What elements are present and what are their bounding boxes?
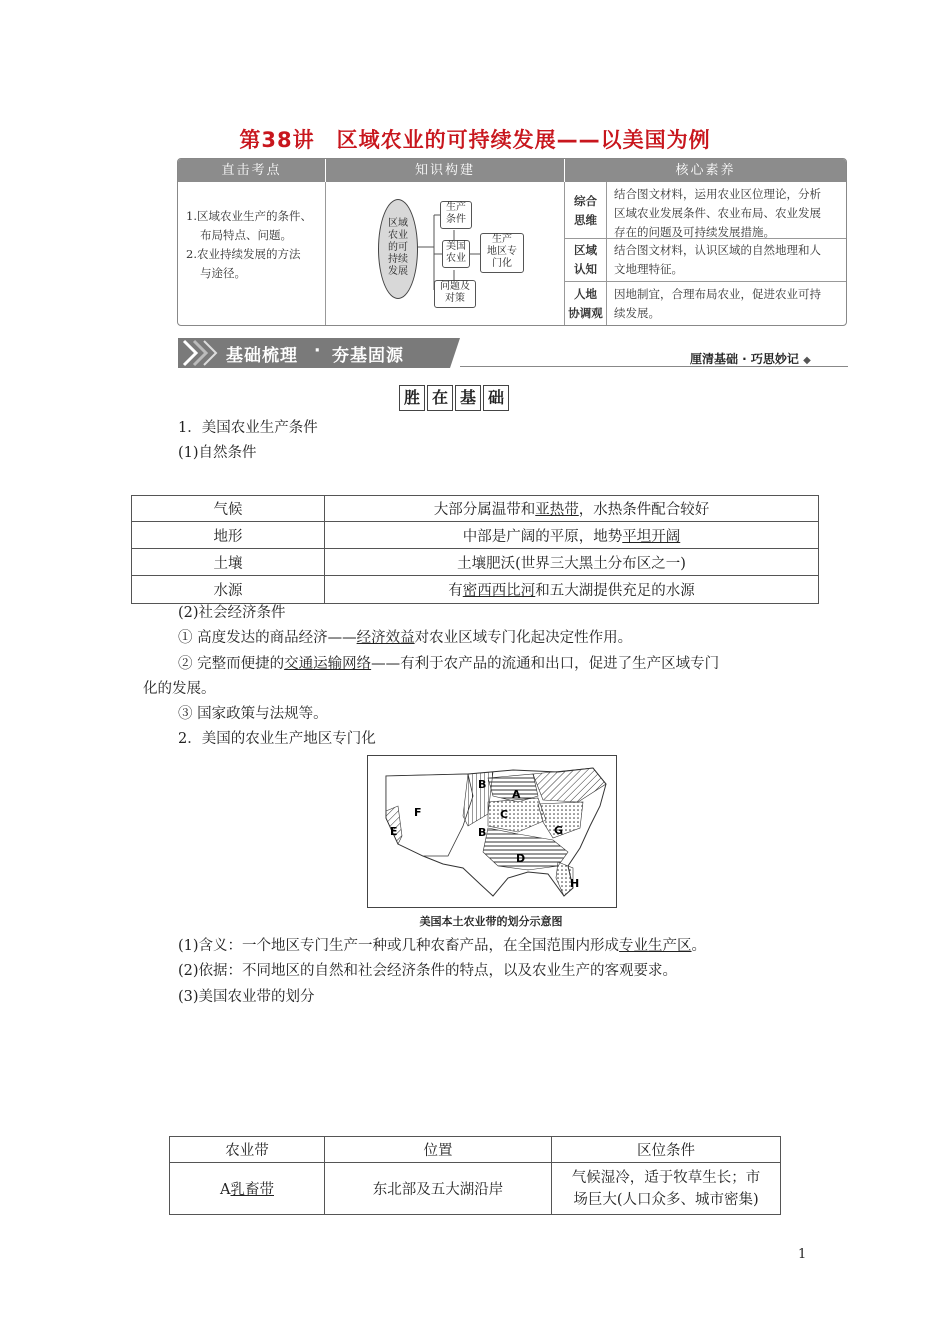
marker-char-1: 胜 <box>399 385 425 411</box>
banner-dot: · <box>314 341 321 361</box>
mindmap-problems: 问题及 对策 <box>434 280 476 308</box>
section1-sub2: (2)社会经济条件 <box>178 605 286 621</box>
marker-char-4: 础 <box>483 385 509 411</box>
natural-conditions-table <box>131 495 819 604</box>
header-knowledge: 知识构建 <box>326 159 564 182</box>
row-value: 大部分属温带和亚热带，水热条件配合较好 <box>325 496 819 522</box>
row-value: 中部是广阔的平原，地势平坦开阔 <box>325 522 819 549</box>
section1-sub1: (1)自然条件 <box>178 445 257 461</box>
mindmap-center: 区域 农业 的可 持续 发展 <box>378 199 418 299</box>
literacy-text-2: 结合图文材料，认识区域的自然地理和人 文地理特征。 <box>614 243 821 276</box>
literacy-label-2: 区域 认知 <box>574 243 597 276</box>
row-key: 气候 <box>132 496 325 522</box>
row-key: 土壤 <box>132 549 325 576</box>
overview-table <box>177 158 847 326</box>
header-exam-points: 直击考点 <box>178 159 325 182</box>
literacy-text-1: 结合图文材料，运用农业区位理论，分析 区域农业发展条件、农业布局、农业发展 存在的问题及可持续发展措施。 <box>614 187 821 239</box>
section-banner <box>178 338 460 368</box>
exam-points: 1.区域农业生产的条件、 布局特点、问题。 2.农业持续发展的方法 与途径。 <box>186 209 312 280</box>
definition: (1)含义：一个地区专门生产一种或几种农畜产品，在全国范围内形成专业生产区。 <box>178 938 707 954</box>
diamond-icon: ◆ <box>803 355 811 366</box>
mindmap-conditions: 生产 条件 <box>440 201 472 229</box>
mindmap-specialization: 生产 地区专 门化 <box>480 233 524 273</box>
map-label-D: D <box>516 852 526 865</box>
section-marker <box>399 385 511 411</box>
belt-name: A乳畜带 <box>170 1163 325 1215</box>
section1-heading: 1．美国农业生产条件 <box>178 420 318 436</box>
map-label-C: C <box>500 808 509 821</box>
belt-location: 东北部及五大湖沿岸 <box>325 1163 552 1215</box>
banner-subtitle: 夯基固源 <box>332 346 404 366</box>
social-item-2-cont: 化的发展。 <box>143 681 216 697</box>
belt-conditions: 气候湿冷，适于牧草生长；市 场巨大(人口众多、城市密集) <box>552 1163 781 1215</box>
agri-belt-table <box>169 1136 781 1215</box>
page-number: 1 <box>798 1247 807 1262</box>
page-title: 第38讲 区域农业的可持续发展——以美国为例 <box>239 128 711 152</box>
row-value: 有密西西比河和五大湖提供充足的水源 <box>325 576 819 604</box>
row-value: 土壤肥沃(世界三大黑土分布区之一) <box>325 549 819 576</box>
literacy-label-1: 综合 思维 <box>574 194 597 227</box>
map-caption: 美国本土农业带的划分示意图 <box>419 915 563 928</box>
social-item-1: ① 高度发达的商品经济——经济效益对农业区域专门化起决定性作用。 <box>178 630 633 646</box>
marker-char-3: 基 <box>455 385 481 411</box>
map-label-B1: B <box>478 778 487 791</box>
marker-char-2: 在 <box>427 385 453 411</box>
banner-title: 基础梳理 <box>226 346 298 366</box>
belt-header-conditions: 区位条件 <box>552 1137 781 1163</box>
row-key: 地形 <box>132 522 325 549</box>
belt-header-location: 位置 <box>325 1137 552 1163</box>
mindmap-us-agriculture: 美国 农业 <box>442 240 470 268</box>
map-label-B2: B <box>478 826 487 839</box>
map-label-F: F <box>414 806 422 819</box>
belt-header-belt: 农业带 <box>170 1137 325 1163</box>
basis: (2)依据：不同地区的自然和社会经济条件的特点，以及农业生产的客观要求。 <box>178 963 678 979</box>
literacy-text-3: 因地制宜，合理布局农业，促进农业可持 续发展。 <box>614 287 821 320</box>
row-key: 水源 <box>132 576 325 604</box>
section2-heading: 2．美国的农业生产地区专门化 <box>178 731 376 747</box>
banner-right-text: 厘清基础 · 巧思妙记 ◆ <box>690 352 811 366</box>
map-label-G: G <box>554 824 564 837</box>
header-literacy: 核心素养 <box>565 159 846 182</box>
map-graphic <box>368 756 616 907</box>
social-item-3: ③ 国家政策与法规等。 <box>178 706 328 722</box>
division: (3)美国农业带的划分 <box>178 989 315 1005</box>
map-label-A: A <box>512 788 521 801</box>
literacy-label-3: 人地 协调观 <box>568 287 603 320</box>
map-label-H: H <box>570 877 580 890</box>
map-label-E: E <box>390 825 398 838</box>
social-item-2: ② 完整而便捷的交通运输网络——有利于农产品的流通和出口，促进了生产区域专门 <box>178 656 720 672</box>
us-agri-belt-map <box>367 755 617 908</box>
